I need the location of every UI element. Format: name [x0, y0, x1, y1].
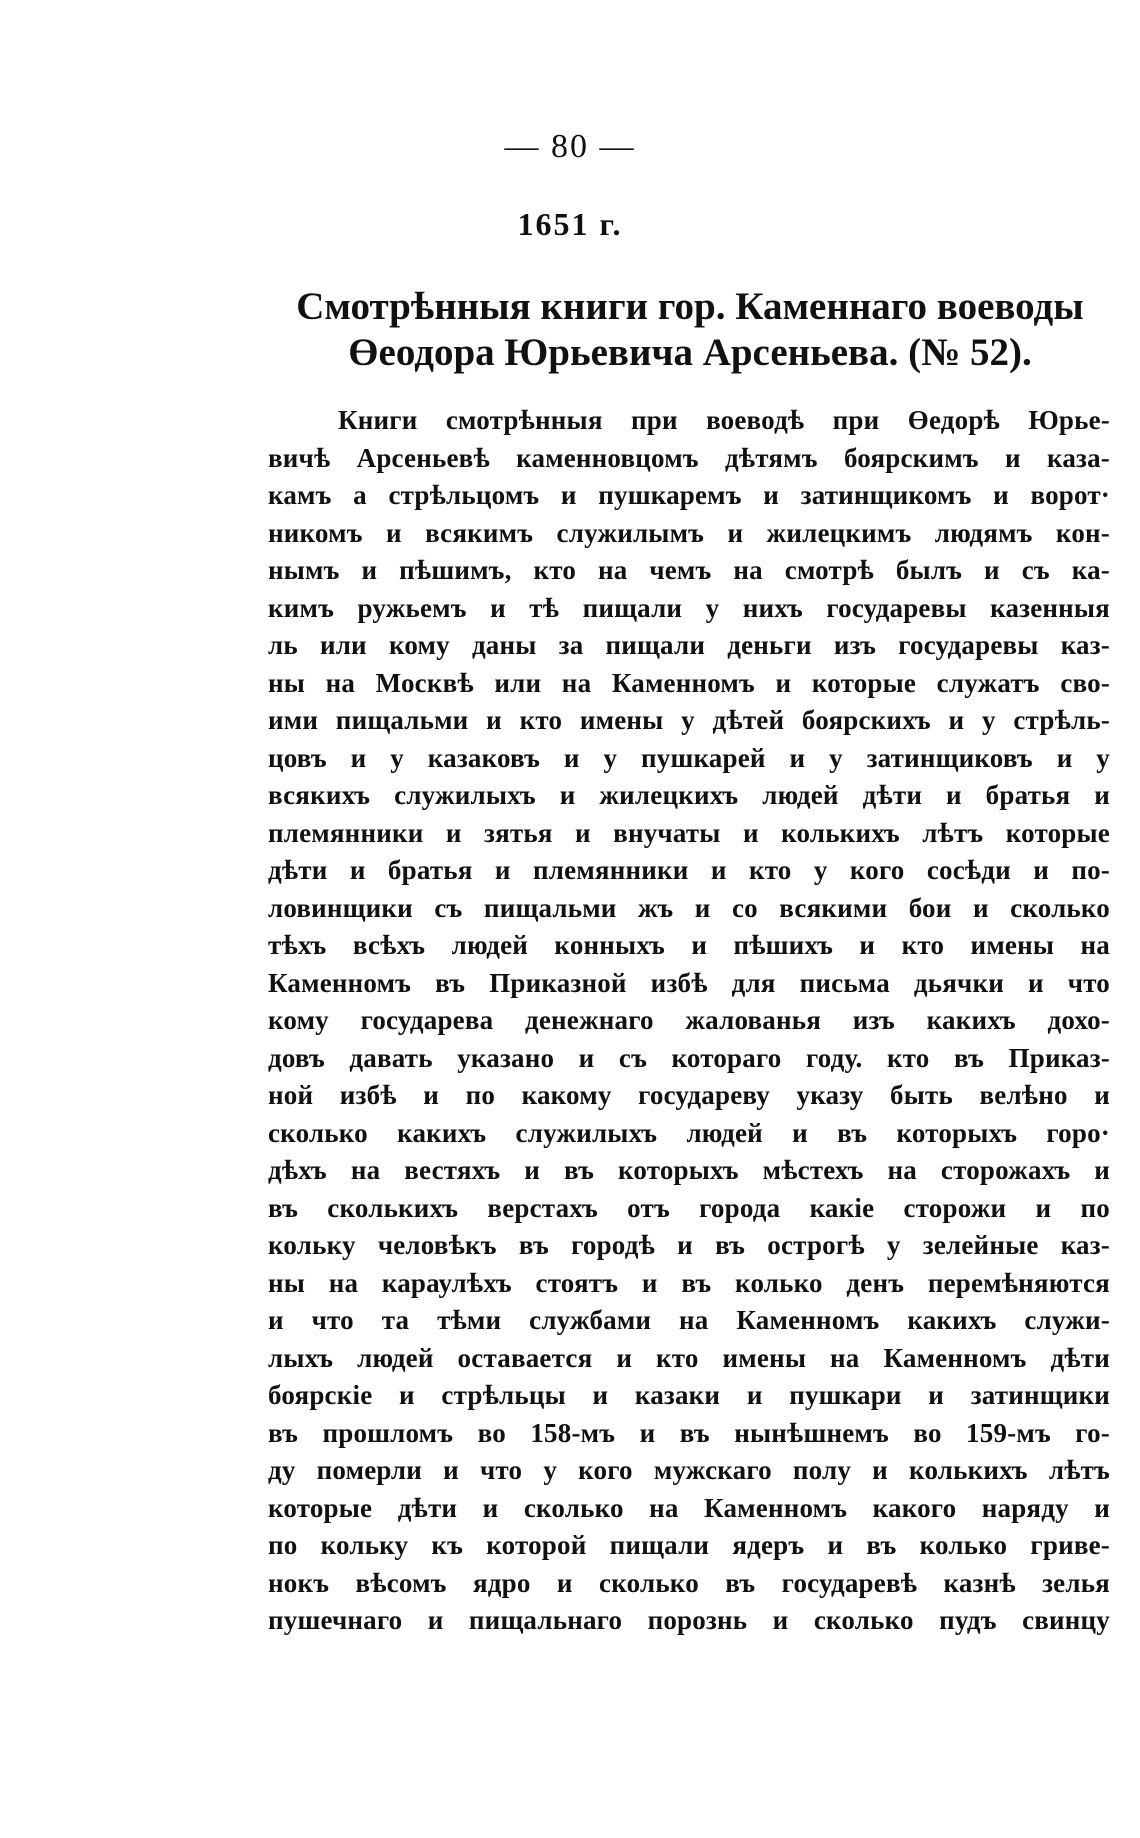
text-line: ль или кому даны за пищали деньги изъ государевы каз-	[268, 630, 1110, 660]
text-line: довъ давать указано и съ котораго году. кто въ Приказ-	[268, 1042, 1110, 1073]
text-line: и что та тѣми службами на Каменномъ какихъ служи-	[268, 1305, 1110, 1335]
text-line: пушечнаго и пищальнаго порознь и сколько пудъ свинцу	[268, 1605, 1110, 1635]
text-line: ны на Москвѣ или на Каменномъ и которые служатъ сво-	[268, 667, 1110, 698]
text-line: всякихъ служилыхъ и жилецкихъ людей дѣти и братья и	[268, 780, 1110, 810]
title-line-1: Смотрѣнныя книги гор. Каменнаго воеводы	[296, 285, 1084, 328]
text-line: тѣхъ всѣхъ людей конныхъ и пѣшихъ и кто имены на	[268, 930, 1110, 960]
text-line: которые дѣти и сколько на Каменномъ какого наряду и	[268, 1492, 1110, 1523]
text-line: боярскіе и стрѣльцы и казаки и пушкари и затинщики	[268, 1380, 1110, 1410]
text-line: кому государева денежнаго жалованья изъ какихъ дохо-	[268, 1005, 1110, 1035]
text-line: племянники и зятья и внучаты и колькихъ лѣтъ которые	[268, 817, 1110, 848]
document-title	[250, 284, 1130, 376]
text-line: лыхъ людей оставается и кто имены на Каменномъ дѣти	[268, 1342, 1110, 1373]
text-line: цовъ и у казаковъ и у пушкарей и у затинщиковъ и у	[268, 742, 1110, 773]
text-line: никомъ и всякимъ служилымъ и жилецкимъ людямъ кон-	[268, 517, 1110, 548]
text-line: камъ а стрѣльцомъ и пушкаремъ и затинщикомъ и ворот·	[268, 480, 1110, 510]
text-line: ны на караулѣхъ стоятъ и въ колько денъ перемѣняются	[268, 1267, 1110, 1298]
document-year: 1651 г.	[517, 206, 623, 242]
text-line: вичѣ Арсеньевѣ каменновцомъ дѣтямъ боярскимъ и каза-	[268, 442, 1110, 473]
body-text	[268, 402, 1110, 1640]
text-line: ловинщики съ пищальми жъ и со всякими бои и сколько	[268, 892, 1110, 923]
text-line: ими пищальми и кто имены у дѣтей боярскихъ и у стрѣль-	[268, 705, 1110, 735]
text-line: Книги смотрѣнныя при воеводѣ при Өедорѣ Юрье-	[338, 405, 1110, 435]
text-line: нымъ и пѣшимъ, кто на чемъ на смотрѣ былъ и съ ка-	[268, 555, 1110, 585]
text-line: кольку человѣкъ въ городѣ и въ острогѣ у зелейные каз-	[268, 1230, 1110, 1260]
text-line: кимъ ружьемъ и тѣ пищали у нихъ государевы казенныя	[268, 592, 1110, 623]
text-line: сколько какихъ служилыхъ людей и въ которыхъ горо·	[268, 1117, 1110, 1148]
text-line: по кольку къ которой пищали ядеръ и въ колько гриве-	[268, 1530, 1110, 1560]
text-line: дѣти и братья и племянники и кто у кого сосѣди и по-	[268, 855, 1110, 885]
text-line: въ прошломъ во 158-мъ и въ нынѣшнемъ во 159-мъ го-	[268, 1417, 1110, 1448]
text-line: ду померли и что у кого мужскаго полу и колькихъ лѣтъ	[268, 1455, 1110, 1485]
title-line-2: Өеодора Юрьевича Арсеньева. (№ 52).	[348, 331, 1032, 374]
text-line: Каменномъ въ Приказной избѣ для письма дьячки и что	[268, 967, 1110, 998]
text-line: ной избѣ и по какому государеву указу быть велѣно и	[268, 1080, 1110, 1110]
page-number: — 80 —	[504, 128, 636, 165]
text-line: въ сколькихъ верстахъ отъ города какіе сторожи и по	[268, 1192, 1110, 1223]
text-line: нокъ вѣсомъ ядро и сколько въ государевѣ казнѣ зелья	[268, 1567, 1110, 1598]
text-line: дѣхъ на вестяхъ и въ которыхъ мѣстехъ на сторожахъ и	[268, 1155, 1110, 1185]
